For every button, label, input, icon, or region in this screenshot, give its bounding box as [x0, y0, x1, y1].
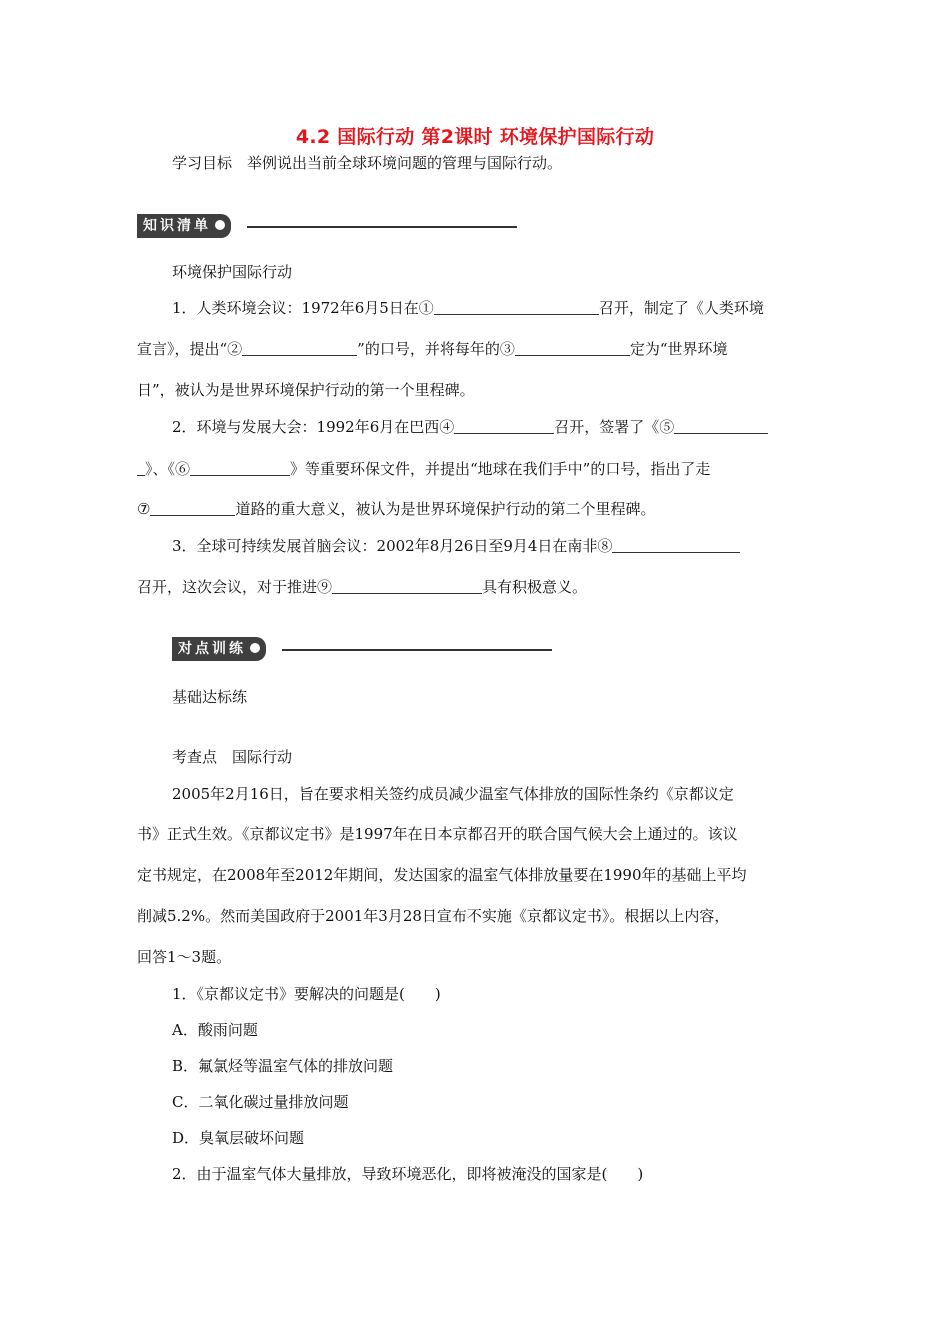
text: ⑦: [137, 500, 151, 518]
text: 具有积极意义。: [482, 578, 588, 596]
text: 3．全球可持续发展首脑会议：2002年8月26日至9月4日在南非⑧: [172, 537, 613, 555]
section-badge-training: [172, 637, 266, 661]
question-1-option-b[interactable]: B．氟氯烃等温室气体的排放问题: [172, 1057, 394, 1075]
section-header-knowledge: [137, 214, 517, 238]
fill-blank-8[interactable]: [612, 538, 740, 553]
section-header-training: [172, 637, 552, 661]
item2-line2: [137, 458, 815, 480]
fill-blank-1[interactable]: [434, 300, 599, 315]
fill-blank-2[interactable]: [242, 341, 357, 356]
question-2-stem: 2．由于温室气体大量排放，导致环境恶化，即将被淹没的国家是( ): [172, 1165, 644, 1183]
section-label: 知识清单: [143, 218, 211, 234]
passage-line: 书》正式生效。《京都议定书》是1997年在日本京都召开的联合国气候大会上通过的。该议: [137, 825, 738, 843]
text: 定为“世界环境: [629, 340, 728, 358]
section-divider: [282, 649, 552, 651]
text: 召开，签署了《⑤: [554, 418, 675, 436]
passage-line: 定书规定，在2008年至2012年期间，发达国家的温室气体排放量要在1990年的基础上平均: [137, 866, 747, 884]
bullet-dot-icon: [215, 220, 225, 230]
question-1-stem: 1．《京都议定书》要解决的问题是( ): [172, 985, 441, 1003]
text: 召开，制定了《人类环境: [598, 299, 764, 317]
fill-blank-9[interactable]: [332, 579, 482, 594]
passage-line: 2005年2月16日，旨在要求相关签约成员减少温室气体排放的国际性条约《京都议定: [172, 785, 734, 803]
fill-blank-5[interactable]: [674, 419, 768, 434]
passage-line: 回答1～3题。: [137, 948, 232, 966]
page-title: 4.2 国际行动 第2课时 环境保护国际行动: [295, 126, 655, 148]
section-badge-knowledge: [137, 214, 231, 238]
text: 召开，这次会议，对于推进⑨: [137, 578, 333, 596]
fill-blank-6[interactable]: [190, 461, 290, 476]
fill-blank-4[interactable]: [454, 419, 554, 434]
text: 》、《⑥: [145, 460, 191, 478]
section-divider: [247, 226, 517, 228]
knowledge-heading: 环境保护国际行动: [172, 263, 293, 281]
item1-line3: 日”，被认为是世界环境保护行动的第一个里程碑。: [137, 381, 475, 399]
section-label: 对点训练: [178, 641, 246, 657]
text: ”的口号，并将每年的③: [357, 340, 515, 358]
text: 1．人类环境会议：1972年6月5日在①: [172, 299, 434, 317]
text: 宣言》，提出“②: [137, 340, 243, 358]
text: 》等重要环保文件，并提出“地球在我们手中”的口号，指出了走: [290, 460, 711, 478]
item3-line2: [137, 576, 815, 598]
text: 2．环境与发展大会：1992年6月在巴西④: [172, 418, 455, 436]
question-1-option-d[interactable]: D．臭氧层破坏问题: [172, 1129, 305, 1147]
fill-blank-3[interactable]: [515, 341, 630, 356]
item3-line1: [172, 535, 740, 557]
text: 道路的重大意义，被认为是世界环境保护行动的第二个里程碑。: [235, 500, 656, 518]
learning-objective: 学习目标 举例说出当前全球环境问题的管理与国际行动。: [172, 154, 563, 172]
item2-line1: [172, 416, 768, 438]
item1-line1: [172, 297, 764, 319]
passage-line: 削减5.2%。然而美国政府于2001年3月28日宣布不实施《京都议定书》。根据以上内容，: [137, 907, 730, 925]
question-1-option-a[interactable]: A．酸雨问题: [172, 1021, 258, 1039]
item1-line2: [137, 338, 815, 360]
item2-line3: [137, 498, 815, 520]
bullet-dot-icon: [250, 643, 260, 653]
question-1-option-c[interactable]: C．二氧化碳过量排放问题: [172, 1093, 349, 1111]
topic-label: 考查点 国际行动: [172, 748, 293, 766]
fill-blank-7[interactable]: [150, 501, 235, 516]
fill-blank-5-cont[interactable]: [137, 461, 145, 476]
training-level: 基础达标练: [172, 688, 248, 706]
